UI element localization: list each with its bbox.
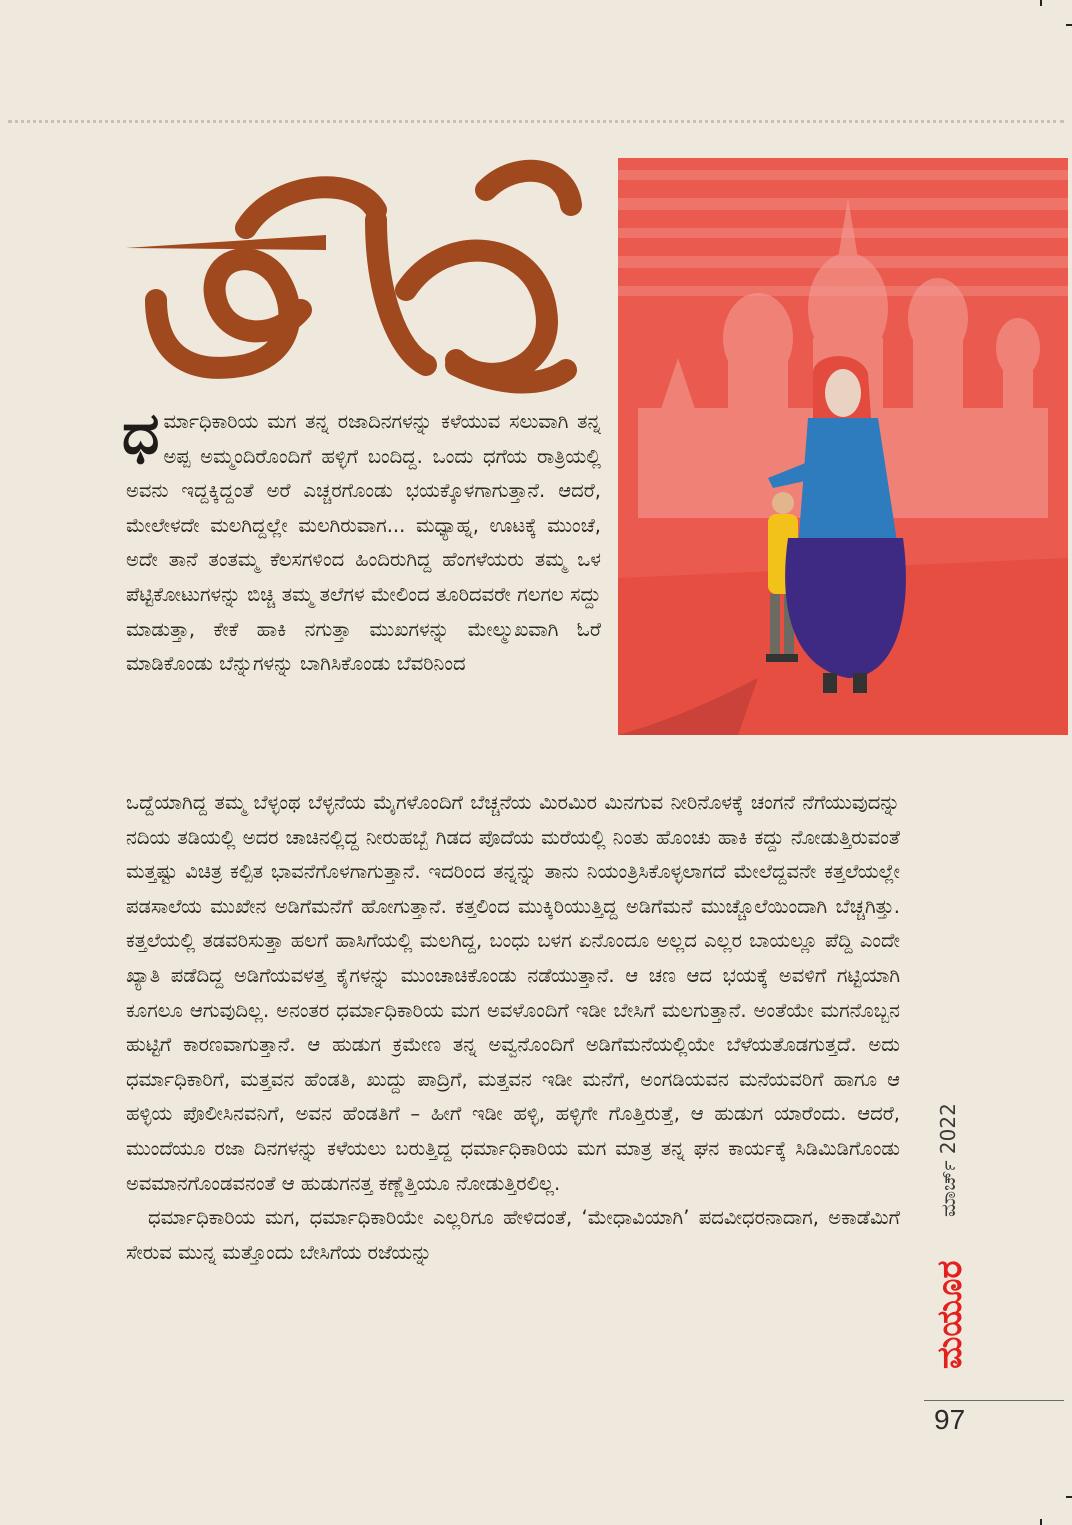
page-number-rule: [924, 1400, 1064, 1401]
article-text-continued: ಒದ್ದೆಯಾಗಿದ್ದ ತಮ್ಮ ಬೆಳ್ಳಂಥ ಬೆಳ್ಳನೆಯ ಮೈಗಳೊಂದಿಗೆ ಬೆಚ್ಚನೆಯ ಮಿರಮಿರ ಮಿನಗುವ ನೀರಿನೊಳಕ್ಕೆ ಚಂಗನೆ ನೆಗೆಯುವುದನ್ನು ನದಿಯ ತಡಿಯಲ್ಲಿ ಅದರ ಚಾಚಿನಲ್ಲಿದ್ದ ನೀರುಹಬ್ಬೆ ಗಿಡದ ಪೊದೆಯ ಮರೆಯಲ್ಲಿ ನಿಂತು ಹೊಂಚು ಹಾಕಿ ಕದ್ದು ನೋಡುತ್ತಿರುವಂತೆ ಮತ್ತಷ್ಟು ವಿಚಿತ್ರ ಕಲ್ಪಿತ ಭಾವನೆಗೊಳಗಾಗುತ್ತಾನೆ. ಇದರಿಂದ ತನ್ನನ್ನು ತಾನು ನಿಯಂತ್ರಿಸಿಕೊಳ್ಳಲಾಗದೆ ಮೇಲೆದ್ದವನೇ ಕತ್ತಲೆಯಲ್ಲೇ ಪಡಸಾಲೆಯ ಮುಖೇನ ಅಡಿಗೆಮನೆಗೆ ಹೋಗುತ್ತಾನೆ. ಕತ್ತಲಿಂದ ಮುಕ್ಕಿರಿಯುತ್ತಿದ್ದ ಅಡಿಗೆಮನೆ ಮುಚ್ಚೊಲೆಯಿಂದಾಗಿ ಬೆಚ್ಚಗಿತ್ತು. ಕತ್ತಲೆಯಲ್ಲಿ ತಡವರಿಸುತ್ತಾ ಹಲಗೆ ಹಾಸಿಗೆಯಲ್ಲಿ ಮಲಗಿದ್ದ, ಬಂಧು ಬಳಗ ಏನೊಂದೂ ಅಲ್ಲದ ಎಲ್ಲರ ಬಾಯಲ್ಲೂ ಪೆದ್ದಿ ಎಂದೇ ಖ್ಯಾತಿ ಪಡೆದಿದ್ದ ಅಡಿಗೆಯವಳತ್ತ ಕೈಗಳನ್ನು ಮುಂಚಾಚಿಕೊಂಡು ನಡೆಯುತ್ತಾನೆ. ಆ ಚಣ ಆದ ಭಯಕ್ಕೆ ಅವಳಿಗೆ ಗಟ್ಟಿಯಾಗಿ ಕೂಗಲೂ ಆಗುವುದಿಲ್ಲ. ಅನಂತರ ಧರ್ಮಾಧಿಕಾರಿಯ ಮಗ ಅವಳೊಂದಿಗೆ ಇಡೀ ಬೇಸಿಗೆ ಮಲಗುತ್ತಾನೆ. ಅಂತೆಯೇ ಮಗನೊಬ್ಬನ ಹುಟ್ಟಿಗೆ ಕಾರಣವಾಗುತ್ತಾನೆ. ಆ ಹುಡುಗ ಕ್ರಮೇಣ ತನ್ನ ಅವ್ವನೊಂದಿಗೆ ಅಡಿಗೆಮನೆಯಲ್ಲಿಯೇ ಬೆಳೆಯತೊಡಗುತ್ತದೆ. ಅದು ಧರ್ಮಾಧಿಕಾರಿಗೆ, ಮತ್ತವನ ಹೆಂಡತಿ, ಖುದ್ದು ಪಾದ್ರಿಗೆ, ಮತ್ತವನ ಇಡೀ ಮನೆಗೆ, ಅಂಗಡಿಯವನ ಮನೆಯವರಿಗೆ ಹಾಗೂ ಆ ಹಳ್ಳಿಯ ಪೊಲೀಸಿನವನಿಗೆ, ಅವನ ಹೆಂಡತಿಗೆ – ಹೀಗೆ ಇಡೀ ಹಳ್ಳಿ, ಹಳ್ಳಿಗೇ ಗೊತ್ತಿರುತ್ತೆ, ಆ ಹುಡುಗ ಯಾರೆಂದು. ಆದರೆ, ಮುಂದೆಯೂ ರಜಾ ದಿನಗಳನ್ನು ಕಳೆಯಲು ಬರುತ್ತಿದ್ದ ಧರ್ಮಾಧಿಕಾರಿಯ ಮಗ ಮಾತ್ರ ತನ್ನ ಘನ ಕಾರ್ಯಕ್ಕೆ ಸಿಡಿಮಿಡಿಗೊಂಡು ಅವಮಾನಗೊಂಡವನಂತೆ ಆ ಹುಡುಗನತ್ತ ಕಣ್ಣೆತ್ತಿಯೂ ನೋಡುತ್ತಿರಲಿಲ್ಲ.: [126, 791, 900, 1195]
article-second-paragraph: ಧರ್ಮಾಧಿಕಾರಿಯ ಮಗ, ಧರ್ಮಾಧಿಕಾರಿಯೇ ಎಲ್ಲರಿಗೂ ಹೇಳಿದಂತೆ, ‘ಮೇಧಾವಿಯಾಗಿ’ ಪದವೀಧರನಾದಾಗ, ಅಕಾಡೆಮಿಗೆ ಸೇರುವ ಮುನ್ನ ಮತ್ತೊಂದು ಬೇಸಿಗೆಯ ರಜೆಯನ್ನು: [126, 1206, 900, 1264]
illustration-graphic: [618, 158, 1068, 735]
article-text-left-column: [122, 399, 601, 682]
crop-mark-top: [1040, 0, 1042, 6]
crop-mark-bottom-right: [1066, 1496, 1072, 1498]
article-title: [126, 150, 616, 400]
crop-mark-right: [1066, 24, 1072, 26]
article-text-full-width: [126, 786, 900, 1270]
issue-month: ಮಾರ್ಚ್ 2022: [936, 1103, 960, 1217]
article-title-graphic: [126, 150, 616, 400]
dotted-rule: [8, 120, 1064, 123]
magazine-brand: ಮಯೂರ: [930, 1260, 970, 1370]
story-illustration: [618, 158, 1068, 735]
page-number: 97: [934, 1404, 966, 1435]
dropcap: ಧ: [122, 399, 160, 467]
article-text-left: ರ್ಮಾಧಿಕಾರಿಯ ಮಗ ತನ್ನ ರಜಾದಿನಗಳನ್ನು ಕಳೆಯುವ ಸಲುವಾಗಿ ತನ್ನ ಅಪ್ಪ ಅಮ್ಮಂದಿರೊಂದಿಗೆ ಹಳ್ಳಿಗೆ ಬಂದಿದ್ದ. ಒಂದು ಧಗೆಯ ರಾತ್ರಿಯಲ್ಲಿ ಅವನು ಇದ್ದಕ್ಕಿದ್ದಂತೆ ಅರೆ ಎಚ್ಚರಗೊಂಡು ಭಯಕ್ಕೊಳಗಾಗುತ್ತಾನೆ. ಆದರೆ, ಮೇಲೇಳದೇ ಮಲಗಿದ್ದಲ್ಲೇ ಮಲಗಿರುವಾಗ... ಮಧ್ಯಾಹ್ನ, ಊಟಕ್ಕೆ ಮುಂಚೆ, ಅದೇ ತಾನೆ ತಂತಮ್ಮ ಕೆಲಸಗಳಿಂದ ಹಿಂದಿರುಗಿದ್ದ ಹೆಂಗಳೆಯರು ತಮ್ಮ ಒಳ ಪೆಟ್ಟಿಕೋಟುಗಳನ್ನು ಬಿಚ್ಚಿ ತಮ್ಮ ತಲೆಗಳ ಮೇಲಿಂದ ತೂರಿದವರೇ ಗಲಗಲ ಸದ್ದು ಮಾಡುತ್ತಾ, ಕೇಕೆ ಹಾಕಿ ನಗುತ್ತಾ ಮುಖಗಳನ್ನು ಮೇಲ್ಮುಖವಾಗಿ ಓರೆ ಮಾಡಿಕೊಂಡು ಬೆನ್ನುಗಳನ್ನು ಬಾಗಿಸಿಕೊಂಡು ಬೆವರಿನಿಂದ: [126, 410, 601, 676]
crop-mark-bottom: [1040, 1519, 1042, 1525]
